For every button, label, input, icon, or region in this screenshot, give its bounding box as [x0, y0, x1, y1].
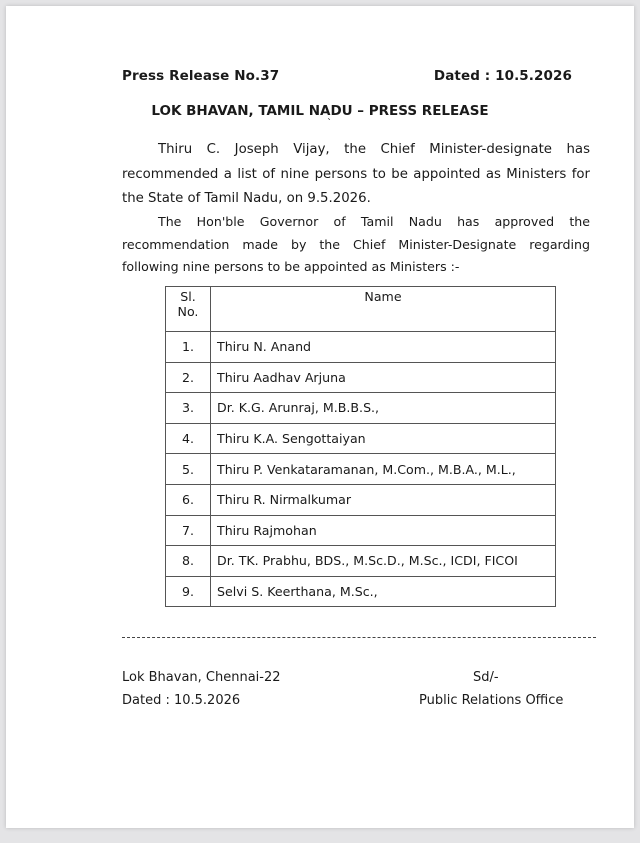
minister-name: Thiru N. Anand: [211, 332, 556, 363]
table-row: [166, 484, 556, 515]
release-date: Dated : 10.5.2026: [433, 68, 572, 84]
row-number: 3.: [166, 393, 211, 424]
table-row: [166, 393, 556, 424]
document-page: [6, 6, 634, 828]
table-row: [166, 576, 556, 607]
minister-name: Thiru P. Venkataramanan, M.Com., M.B.A., M.L.,: [211, 454, 556, 485]
issuing-office: Public Relations Office: [419, 693, 564, 708]
name-header: Name: [211, 287, 556, 332]
table-row: [166, 362, 556, 393]
table-row: [166, 515, 556, 546]
footer-date: Dated : 10.5.2026: [122, 693, 241, 708]
row-number: 9.: [166, 576, 211, 607]
row-number: 6.: [166, 484, 211, 515]
paragraph-recommendation: [122, 138, 590, 212]
minister-name: Thiru K.A. Sengottaiyan: [211, 423, 556, 454]
minister-name: Thiru R. Nirmalkumar: [211, 484, 556, 515]
table-row: [166, 546, 556, 577]
row-number: 8.: [166, 546, 211, 577]
press-release-number: Press Release No.37: [122, 68, 280, 84]
paragraph-approval: [122, 211, 590, 279]
minister-name: Thiru Aadhav Arjuna: [211, 362, 556, 393]
sl-no-header: Sl. No.: [166, 287, 211, 332]
row-number: 4.: [166, 423, 211, 454]
signature: Sd/-: [473, 670, 499, 685]
minister-name: Dr. K.G. Arunraj, M.B.B.S.,: [211, 393, 556, 424]
paragraph-2-text: The Hon'ble Governor of Tamil Nadu has approved the recommendation made by the Chief Minister-Designate regarding following nine persons to be appointed as Ministers :-: [122, 214, 590, 274]
row-number: 5.: [166, 454, 211, 485]
table-row: [166, 423, 556, 454]
dashed-divider: [122, 637, 596, 638]
stray-mark: `: [327, 118, 332, 129]
row-number: 1.: [166, 332, 211, 363]
document-title: LOK BHAVAN, TAMIL NADU – PRESS RELEASE: [151, 103, 489, 119]
row-number: 7.: [166, 515, 211, 546]
ministers-table: [165, 286, 556, 607]
minister-name: Dr. TK. Prabhu, BDS., M.Sc.D., M.Sc., ICDI, FICOI: [211, 546, 556, 577]
table-header-row: [166, 287, 556, 332]
paragraph-1-text: Thiru C. Joseph Vijay, the Chief Minister-designate has recommended a list of nine persons to be appointed as Ministers for the State of Tamil Nadu, on 9.5.2026.: [122, 142, 590, 206]
table-row: [166, 332, 556, 363]
minister-name: Thiru Rajmohan: [211, 515, 556, 546]
minister-name: Selvi S. Keerthana, M.Sc.,: [211, 576, 556, 607]
table-row: [166, 454, 556, 485]
footer-place: Lok Bhavan, Chennai-22: [122, 670, 281, 685]
row-number: 2.: [166, 362, 211, 393]
